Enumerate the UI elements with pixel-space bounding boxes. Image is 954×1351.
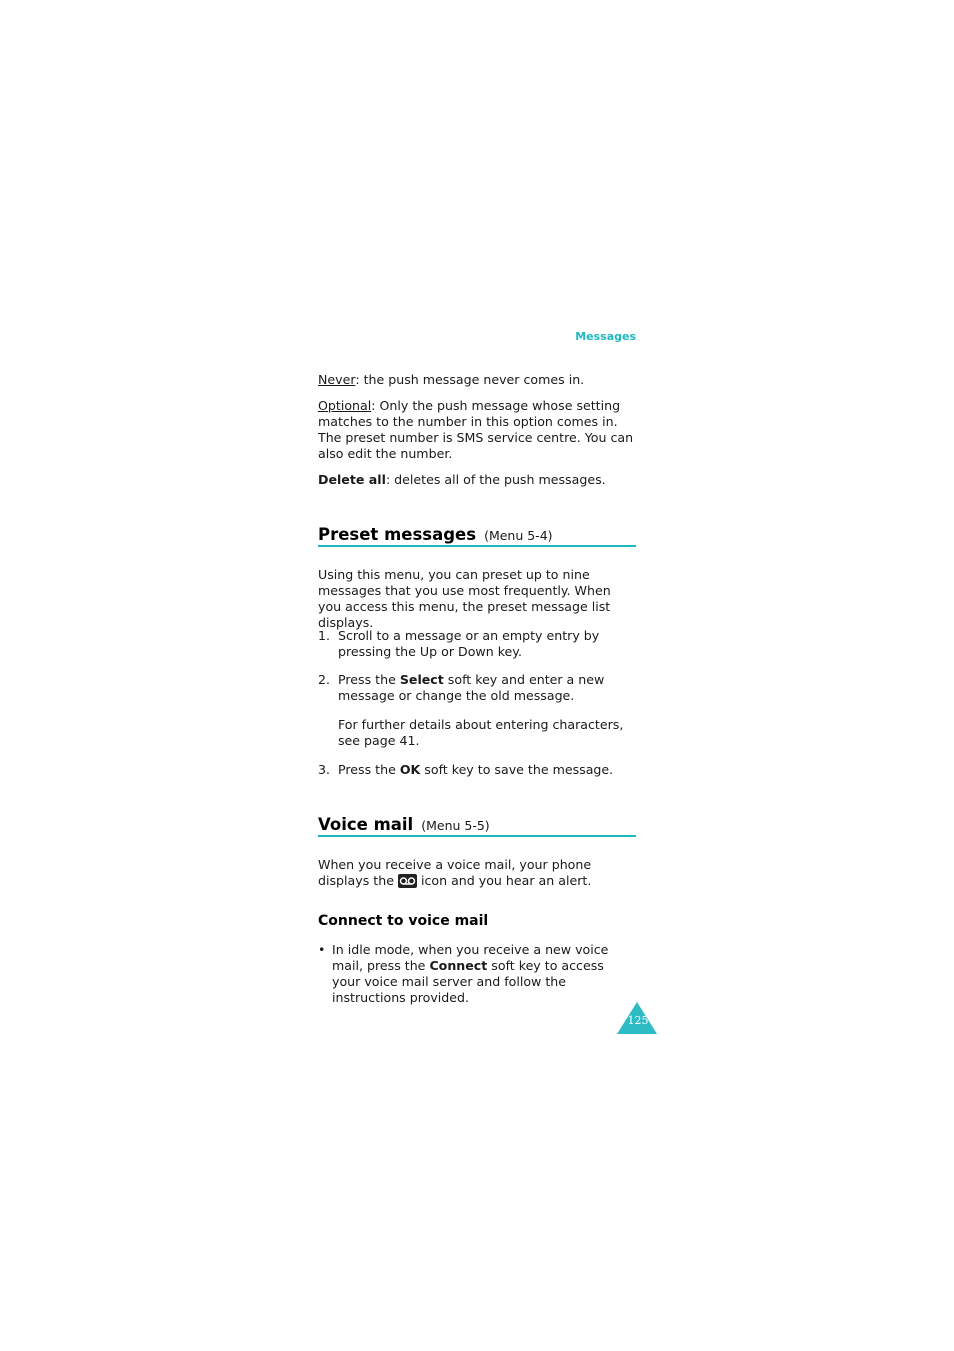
never-option bbox=[318, 372, 636, 388]
never-desc: : the push message never comes in. bbox=[355, 372, 585, 387]
optional-option bbox=[318, 398, 636, 462]
step-number: 2. bbox=[318, 672, 331, 687]
section-label: Messages bbox=[575, 330, 636, 343]
optional-term: Optional bbox=[318, 398, 372, 413]
page-number: 125 bbox=[627, 1014, 649, 1027]
delete-all-term: Delete all bbox=[318, 472, 386, 487]
ok-key-label: OK bbox=[399, 762, 421, 777]
never-term: Never bbox=[318, 372, 356, 387]
preset-intro: Using this menu, you can preset up to nine messages that you use most frequently. When you access this menu, the preset message list displays. bbox=[318, 567, 611, 630]
select-key-label: Select bbox=[399, 672, 444, 687]
voice-intro: When you receive a voice mail, your phone displays the icon and you hear an alert. bbox=[318, 857, 592, 888]
delete-all-option bbox=[318, 472, 636, 488]
connect-subheading: Connect to voice mail bbox=[318, 913, 489, 929]
preset-messages-title: Preset messages bbox=[318, 525, 477, 544]
bullet-text: In idle mode, when you receive a new voice mail, press the Connect soft key to access your voice mail server and follow the instructions provided. bbox=[332, 942, 609, 1005]
voicemail-icon bbox=[398, 874, 417, 888]
delete-all-desc: : deletes all of the push messages. bbox=[385, 472, 606, 487]
step-text: Scroll to a message or an empty entry by pressing the Up or Down key. bbox=[338, 628, 600, 659]
note-text: For further details about entering characters, see page 41. bbox=[338, 717, 624, 748]
step-number: 1. bbox=[318, 628, 331, 643]
preset-messages-heading bbox=[318, 527, 636, 547]
step-text: Press the OK soft key to save the message. bbox=[338, 762, 614, 777]
bullet-mark: • bbox=[318, 942, 326, 957]
step-number: 3. bbox=[318, 762, 331, 777]
optional-desc: : Only the push message whose setting matches to the number in this option comes in. The preset number is SMS service centre. You can also edit the number. bbox=[318, 398, 634, 461]
preset-menu-ref: (Menu 5-4) bbox=[484, 528, 553, 543]
step-text: Press the Select soft key and enter a new message or change the old message. bbox=[338, 672, 605, 703]
voice-mail-heading bbox=[318, 817, 636, 837]
voice-mail-title: Voice mail bbox=[318, 815, 414, 834]
voice-menu-ref: (Menu 5-5) bbox=[421, 818, 490, 833]
connect-key-label: Connect bbox=[429, 958, 488, 973]
